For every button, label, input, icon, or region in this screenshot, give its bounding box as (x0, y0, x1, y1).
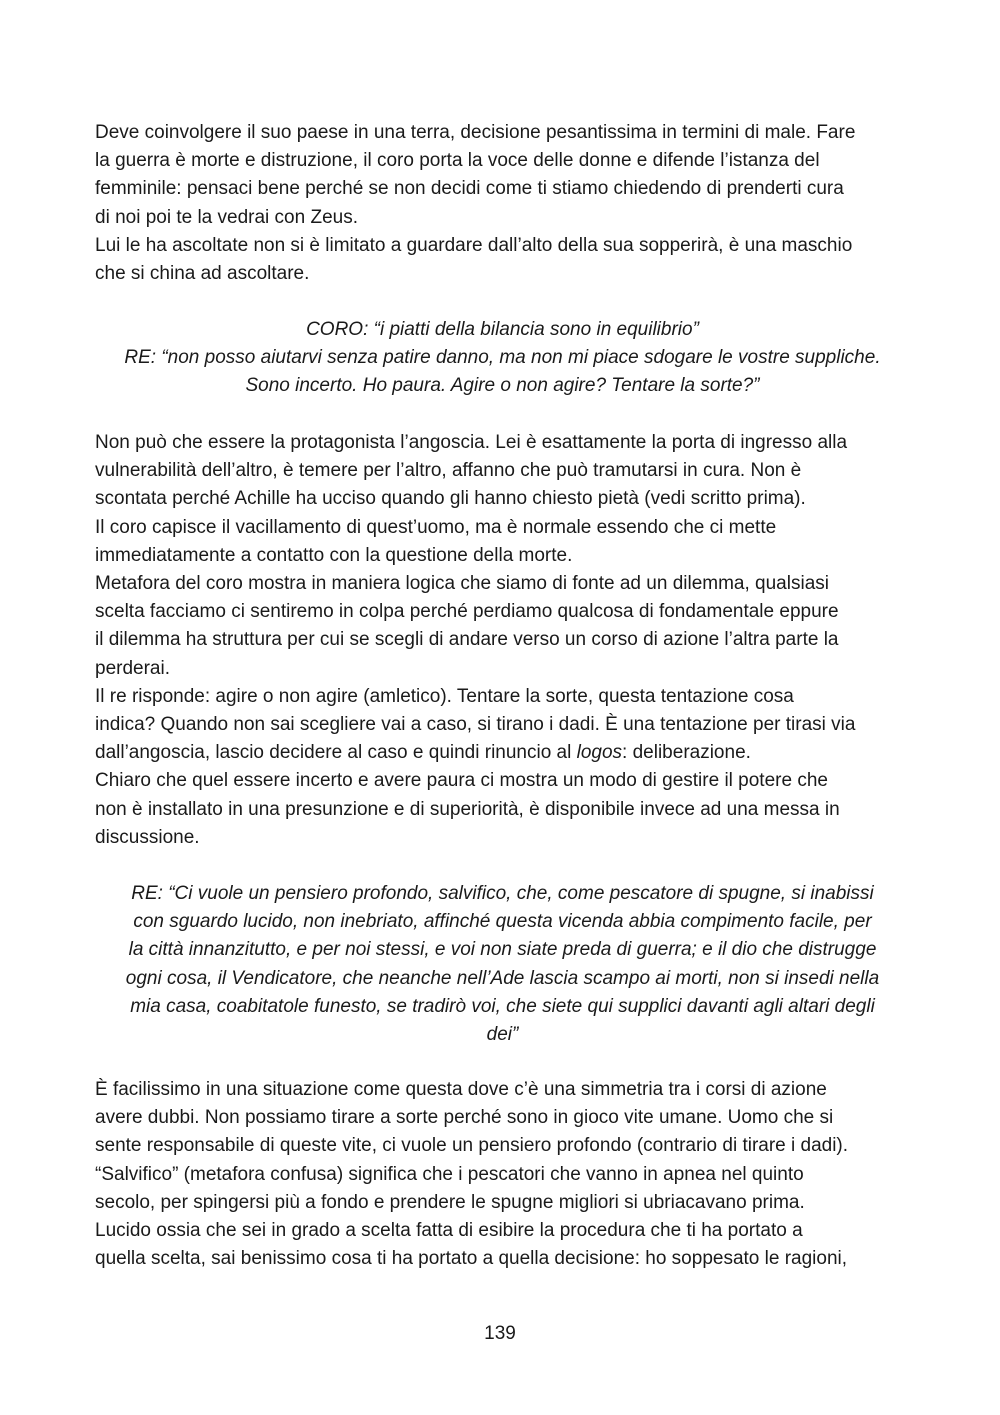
text-line: “Salvifico” (metafora confusa) significa che i pescatori che vanno in apnea nel quinto (95, 1163, 804, 1185)
text-line: Deve coinvolgere il suo paese in una terra, decisione pesantissima in termini di male. Fare (95, 122, 856, 143)
quote-line: Sono incerto. Ho paura. Agire o non agire? Tentare la sorte?” (245, 375, 760, 397)
quote-line: RE: “Ci vuole un pensiero profondo, salvifico, che, come pescatore di spugne, si inabissi (131, 883, 874, 904)
text-line: scontata perché Achille ha ucciso quando gli hanno chiesto pietà (vedi scritto prima). (95, 488, 806, 510)
text-line: quella scelta, sai benissimo cosa ti ha portato a quella decisione: ho soppesato le ragioni, (95, 1248, 848, 1270)
text-line: il dilemma ha struttura per cui se scegli di andare verso un corso di azione l’altra parte la (95, 629, 839, 651)
text-line: che si china ad ascoltare. (95, 263, 310, 285)
quote-line: RE: “non posso aiutarvi senza patire danno, ma non mi piace sdogare le vostre suppliche. (124, 347, 881, 369)
text-line: avere dubbi. Non possiamo tirare a sorte perché sono in gioco vite umane. Uomo che si (95, 1107, 834, 1129)
quote-line: dei” (486, 1024, 519, 1046)
text-line: Lui le ha ascoltate non si è limitato a guardare dall’alto della sua sopperirà, è una maschio (95, 234, 853, 256)
text-line: la guerra è morte e distruzione, il coro porta la voce delle donne e difende l’istanza del (95, 150, 820, 172)
text-line: Il coro capisce il vacillamento di quest’uomo, ma è normale essendo che ci mette (95, 516, 777, 538)
text-line: Lucido ossia che sei in grado a scelta fatta di esibire la procedura che ti ha portato a (95, 1220, 803, 1242)
quote-line: mia casa, coabitatole funesto, se tradirò voi, che siete qui supplici davanti agli altari degli (130, 995, 875, 1017)
paragraph-block-3 (95, 1076, 910, 1273)
logos-after: : deliberazione. (622, 742, 751, 764)
quote-line: con sguardo lucido, non inebriato, affinché questa vicenda abbia compimento facile, per (133, 911, 872, 933)
text-line: Chiaro che quel essere incerto e avere paura ci mostra un modo di gestire il potere che (95, 770, 828, 792)
text-line: Non può che essere la protagonista l’angoscia. Lei è esattamente la porta di ingresso alla (95, 432, 848, 453)
text-line: vulnerabilità dell’altro, è temere per l’altro, affanno che può tramutarsi in cura. Non è (95, 460, 802, 482)
text-line: perderai. (95, 657, 170, 679)
text-line: Il re risponde: agire o non agire (amletico). Tentare la sorte, questa tentazione cosa (95, 685, 794, 707)
logos-before: dall’angoscia, lascio decidere al caso e quindi rinuncio al (95, 742, 577, 764)
text-line: scelta facciamo ci sentiremo in colpa perché perdiamo qualcosa di fondamentale eppure (95, 601, 839, 623)
quote-coro-re (95, 316, 910, 401)
paragraph-block-1 (95, 119, 910, 288)
logos-italic: logos (576, 742, 623, 764)
text-line: femminile: pensaci bene perché se non decidi come ti stiamo chiedendo di prenderti cura (95, 178, 844, 200)
text-line: di noi poi te la vedrai con Zeus. (95, 206, 358, 228)
page-number: 139 (484, 1323, 516, 1344)
text-line: discussione. (95, 826, 200, 848)
quote-re-pensiero (95, 880, 910, 1049)
quote-line: ogni cosa, il Vendicatore, che neanche nell’Ade lascia scampo ai morti, non si insedi nella (125, 967, 880, 989)
text-line: indica? Quando non sai scegliere vai a caso, si tirano i dadi. È una tentazione per tirasi via (95, 714, 856, 736)
text-line: secolo, per spingersi più a fondo e prendere le spugne migliori si ubriacavano prima. (95, 1191, 805, 1213)
text-line: sente responsabile di queste vite, ci vuole un pensiero profondo (contrario di tirare i dadi). (95, 1135, 849, 1157)
paragraph-block-2 (95, 429, 910, 852)
text-line-logos (95, 739, 910, 767)
text-line: immediatamente a contatto con la questione della morte. (95, 544, 573, 566)
text-line: non è installato in una presunzione e di superiorità, è disponibile invece ad una messa in (95, 798, 840, 820)
quote-line: CORO: “i piatti della bilancia sono in equilibrio” (306, 319, 699, 340)
text-line: È facilissimo in una situazione come questa dove c’è una simmetria tra i corsi di azione (95, 1079, 827, 1100)
quote-line: la città innanzitutto, e per noi stessi, e voi non siate preda di guerra; e il dio che distrugge (128, 939, 877, 961)
text-line: Metafora del coro mostra in maniera logica che siamo di fonte ad un dilemma, qualsiasi (95, 573, 829, 595)
